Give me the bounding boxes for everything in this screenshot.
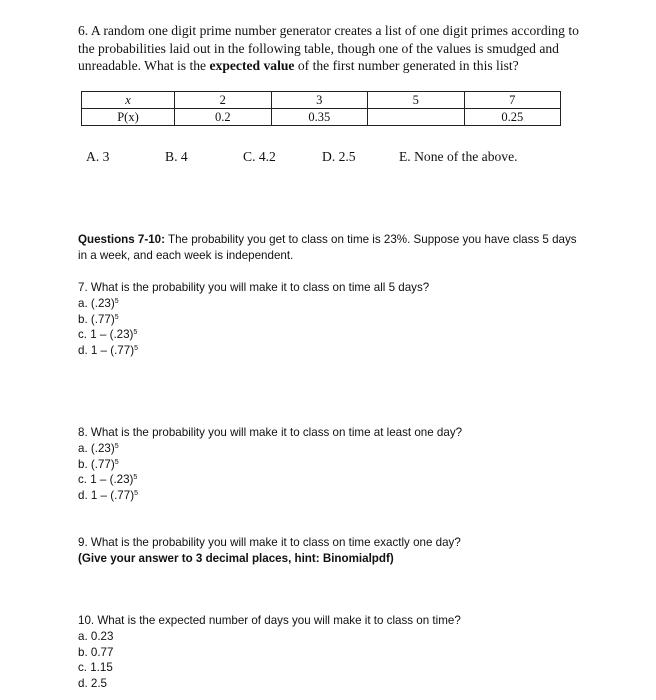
table-cell-p-3: [368, 109, 465, 126]
question-7-option-a[interactable]: a. $(.23)^5$: [78, 296, 119, 310]
choice-a[interactable]: A. 3: [86, 149, 110, 164]
table-cell-p-2: 0.35: [271, 109, 368, 126]
choice-e[interactable]: E. None of the above.: [399, 149, 518, 164]
question-7-option-d[interactable]: d. $1 - (.77)^5$: [78, 344, 138, 358]
table-row-x: [82, 92, 561, 109]
question-8-option-b[interactable]: b. $(.77)^5$: [78, 457, 119, 471]
table-header-p: P(x): [82, 109, 175, 126]
probability-table: [81, 91, 561, 126]
question-6-text: [78, 22, 590, 75]
question-10-option-a[interactable]: a. 0.23: [78, 629, 114, 643]
question-10-text: 10. What is the expected number of days you will make it to class on time?: [78, 614, 461, 627]
table-cell-x-3: 5: [368, 92, 465, 109]
question-6-number: 6.: [78, 23, 89, 38]
question-10-option-b[interactable]: b. 0.77: [78, 645, 114, 659]
question-8-option-c[interactable]: c. $1 - (.23)^5$: [78, 473, 138, 487]
question-9: [78, 535, 583, 567]
question-7-text: 7. What is the probability you will make it to class on time all 5 days?: [78, 281, 430, 294]
question-9-note: (Give your answer to 3 decimal places, hint: Binomialpdf): [78, 551, 394, 565]
choice-c[interactable]: C. 4.2: [243, 149, 276, 164]
question-6: [78, 22, 590, 75]
question-8: [78, 425, 583, 504]
table-cell-p-1: 0.2: [175, 109, 272, 126]
question-10: [78, 613, 583, 692]
question-6-text-before: A random one digit prime number generator creates a list of one digit primes according to the probabilities laid out in the following table, though one of the values is smudged and unreadable. What is the: [78, 23, 579, 74]
question-9-text: 9. What is the probability you will make it to class on time exactly one day?: [78, 536, 461, 549]
table-cell-p-4: 0.25: [464, 109, 561, 126]
question-6-text-after: of the first number generated in this list?: [297, 58, 519, 74]
choice-b[interactable]: B. 4: [165, 149, 188, 164]
table-header-x: x: [82, 92, 175, 109]
intro-text: The probability you get to class on time is 23%. Suppose you have class 5 days in a week, and each week is independent.: [78, 233, 577, 262]
table-cell-x-4: 7: [464, 92, 561, 109]
question-7: [78, 280, 583, 359]
question-8-option-d[interactable]: d. $1 - (.77)^5$: [78, 489, 138, 503]
question-6-bold: expected value: [209, 58, 295, 74]
question-10-option-d[interactable]: d. 2.5: [78, 677, 108, 691]
choice-d[interactable]: D. 2.5: [322, 149, 356, 164]
table-cell-x-1: 2: [175, 92, 272, 109]
intro-label: Questions 7-10:: [78, 233, 165, 246]
question-8-text: 8. What is the probability you will make it to class on time at least one day?: [78, 426, 463, 439]
question-10-option-c[interactable]: c. 1.15: [78, 661, 113, 675]
table-row-p: [82, 109, 561, 126]
table-cell-x-2: 3: [271, 92, 368, 109]
question-7-option-c[interactable]: c. $1 - (.23)^5$: [78, 328, 138, 342]
question-8-option-a[interactable]: a. $(.23)^5$: [78, 441, 119, 455]
question-7-option-b[interactable]: b. $(.77)^5$: [78, 312, 119, 326]
questions-7-10-intro: [78, 232, 583, 264]
